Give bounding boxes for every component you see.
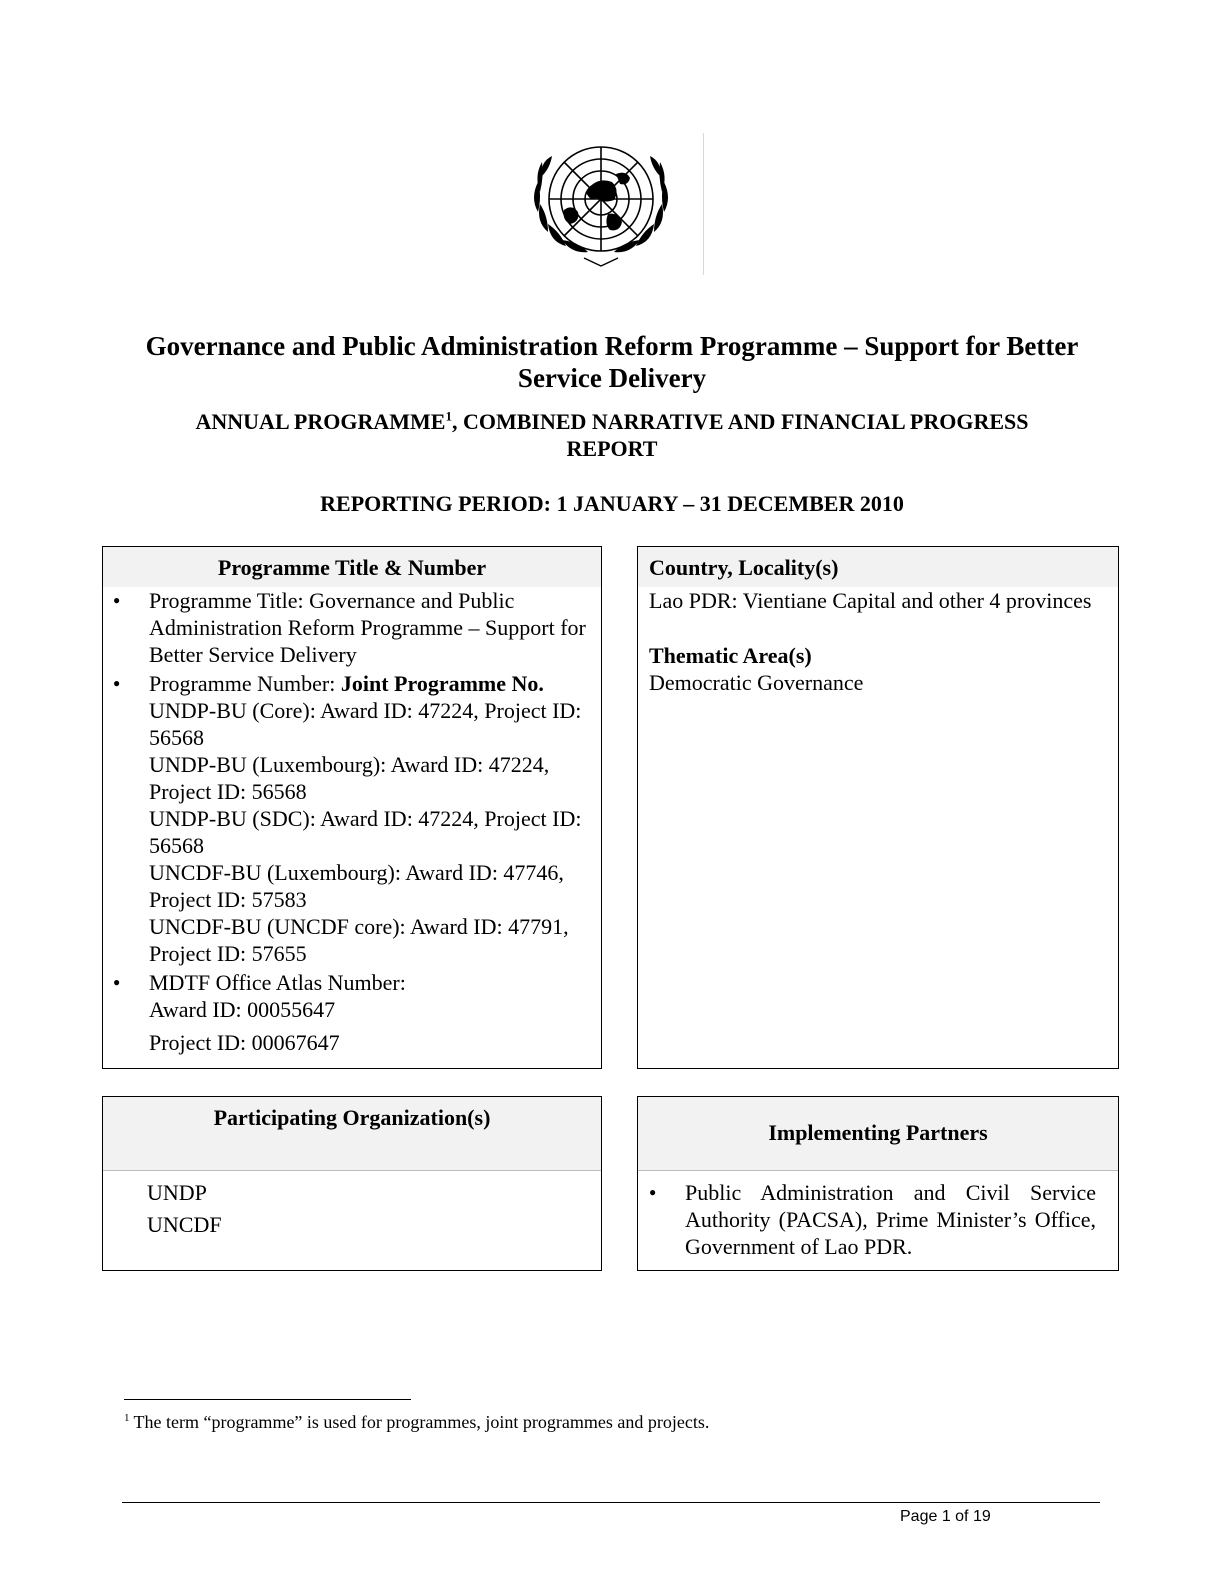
footnote: [124, 1411, 709, 1433]
org-item: UNDP: [147, 1180, 207, 1205]
subtitle-part-1: ANNUAL PROGRAMME: [195, 409, 446, 434]
country-body: [638, 587, 1118, 696]
participating-orgs-box: [102, 1096, 602, 1271]
mdtf-award: Award ID: 00055647: [149, 997, 336, 1022]
programme-title-box: [102, 546, 602, 1069]
mdtf-item: [103, 969, 601, 1056]
programme-title-heading: Programme Title & Number: [103, 547, 601, 587]
mdtf-project: Project ID: 00067647: [149, 1030, 340, 1055]
thematic-heading: Thematic Area(s): [649, 643, 812, 668]
thematic-value: Democratic Governance: [649, 670, 864, 695]
partner-item: ● Public Administration and Civil Service Authority (PACSA), Prime Minister’s Office, Government of Lao PDR.: [638, 1171, 1118, 1260]
document-subtitle: [110, 408, 1114, 462]
footnote-divider: [124, 1399, 411, 1400]
page-number: Page 1 of 19: [900, 1508, 991, 1525]
locality-text: Lao PDR: Vientiane Capital and other 4 provinces: [649, 588, 1092, 613]
title-line-1: Governance and Public Administration Reform Programme – Support for Better: [145, 331, 1079, 361]
programme-number-bold: Joint Programme No.: [340, 671, 544, 696]
programme-number-label: Programme Number:: [149, 671, 341, 696]
programme-title-body: [103, 587, 601, 1056]
reporting-period: REPORTING PERIOD: 1 JANUARY – 31 DECEMBER 2010: [320, 491, 904, 516]
footnote-number: 1: [124, 1412, 130, 1424]
footnote-ref[interactable]: 1: [445, 408, 452, 424]
title-line-2: Service Delivery: [517, 363, 707, 393]
footnote-text: The term “programme” is used for programmes, joint programmes and projects.: [133, 1412, 710, 1432]
document-title: [110, 330, 1114, 394]
award-line: UNCDF-BU (Luxembourg): Award ID: 47746, Project ID: 57583: [149, 860, 564, 912]
un-emblem-icon: [524, 132, 704, 276]
footer-divider: [122, 1502, 1100, 1503]
subtitle-line-1: [110, 408, 1114, 435]
country-box: [637, 546, 1119, 1069]
participating-orgs-heading: Participating Organization(s): [103, 1097, 601, 1171]
subtitle-line-2: REPORT: [566, 436, 658, 461]
emblem-divider: [703, 133, 704, 275]
participating-orgs-body: [103, 1171, 601, 1241]
award-line: UNDP-BU (Core): Award ID: 47224, Project ID: 56568: [149, 698, 582, 750]
partners-list: [638, 1171, 1118, 1260]
programme-list: [103, 587, 601, 1056]
country-heading: Country, Locality(s): [638, 547, 1118, 587]
award-line: UNDP-BU (Luxembourg): Award ID: 47224, Project ID: 56568: [149, 752, 550, 804]
implementing-partners-heading: Implementing Partners: [638, 1097, 1118, 1171]
award-line: UNCDF-BU (UNCDF core): Award ID: 47791, Project ID: 57655: [149, 914, 569, 966]
org-item: UNCDF: [147, 1212, 222, 1237]
award-line: UNDP-BU (SDC): Award ID: 47224, Project ID: 56568: [149, 806, 582, 858]
implementing-partners-box: [637, 1096, 1119, 1271]
subtitle-part-2: , COMBINED NARRATIVE AND FINANCIAL PROGRESS: [451, 409, 1029, 434]
mdtf-label: MDTF Office Atlas Number:: [149, 970, 406, 995]
programme-title-item: ● Programme Title: Governance and Public Administration Reform Programme – Support for Better Service Delivery: [103, 587, 601, 668]
programme-number-item: [103, 670, 601, 967]
